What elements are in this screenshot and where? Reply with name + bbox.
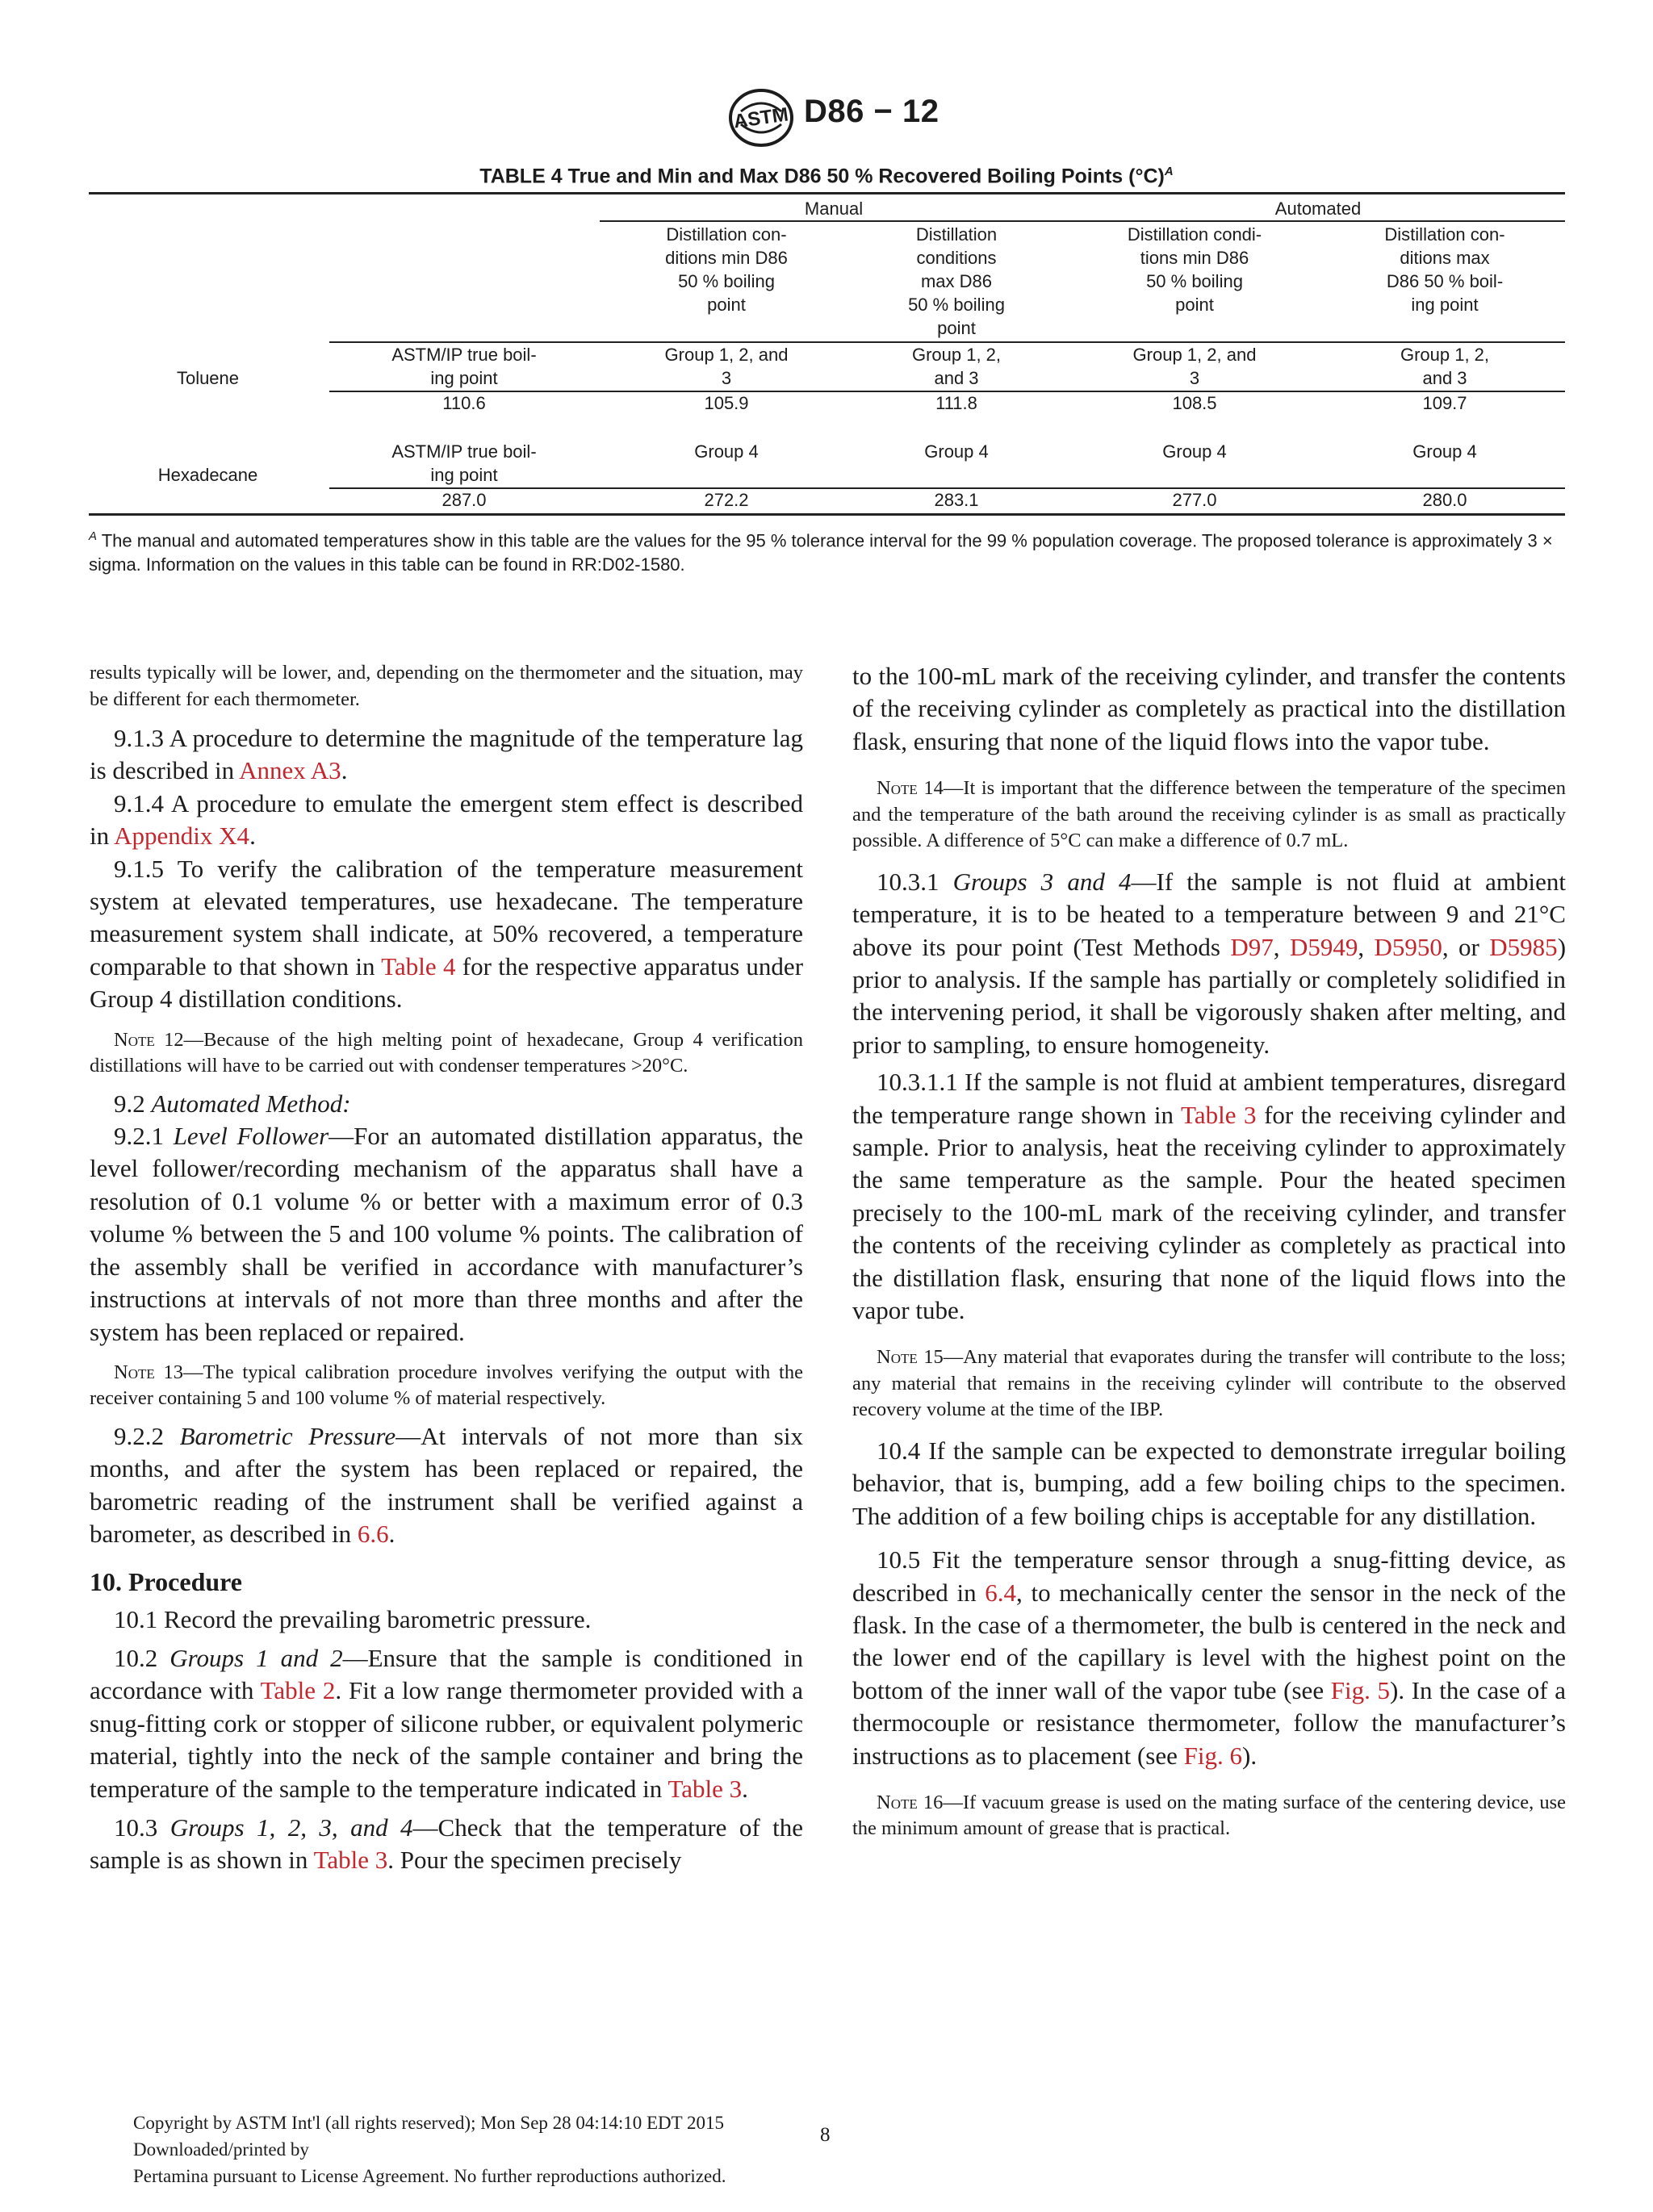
group-cell: Group 4 xyxy=(924,441,989,462)
link-table-3[interactable]: Table 3 xyxy=(667,1774,743,1803)
table-caption-footnote-mark: A xyxy=(1164,165,1174,178)
group-manual-header: Manual xyxy=(804,199,864,219)
group-cell: Group 1, 2, and 3 xyxy=(1400,345,1490,388)
column-header: Distillation con- ditions min D86 50 % boiling point xyxy=(665,224,788,315)
paragraph-10-1: 10.1 Record the prevailing barometric pressure. xyxy=(114,1604,592,1633)
link-d5950[interactable]: D5950 xyxy=(1374,932,1442,961)
column-header: Distillation conditions max D86 50 % boiling point xyxy=(908,224,1005,338)
paragraph-9-2-1: 9.2.1 Level Follower—For an automated distillation apparatus, the level follower/recording mechanism of the apparatus shall have a resolution of 0.1 volume % or better with a maximum error of 0.3 volume % between the 5 and 100 volume % points. The calibration of the assembly shall be verified in accordance with manufacturer’s instructions at intervals of not more than three months and after the system has been replaced or repaired. xyxy=(90,1122,804,1346)
group-cell: Group 4 xyxy=(1412,441,1477,462)
footer-line: Downloaded/printed by xyxy=(133,2139,309,2160)
group-cell: Group 1, 2, and 3 xyxy=(1132,345,1257,388)
value-cell: 272.2 xyxy=(704,490,749,510)
note-14: Note 14—It is important that the difference between the temperature of the specimen and the temperature of the bath around the receiving cylinder is as small as practically possible. A difference of 5°C can make a difference of 0.7 mL. xyxy=(852,777,1566,852)
link-table-4[interactable]: Table 4 xyxy=(381,951,456,981)
table-footnote xyxy=(89,525,1566,577)
paragraph-10-4: 10.4 If the sample can be expected to demonstrate irregular boiling behavior, that is, bumping, add a few boiling chips to the specimen. The addition of a few boiling chips is acceptable for any distillation. xyxy=(852,1436,1566,1530)
link-appendix-x4[interactable]: Appendix X4 xyxy=(114,822,250,851)
table-bottom-rule xyxy=(89,513,1565,516)
paragraph-9-2: 9.2 Automated Method: xyxy=(114,1089,351,1118)
row-true-label: ASTM/IP true boil- ing point xyxy=(391,441,537,485)
section-heading-procedure: 10. Procedure xyxy=(90,1566,242,1596)
paragraph-10-3-1: 10.3.1 Groups 3 and 4—If the sample is not fluid at ambient temperature, it is to be heated to a temperature between 9 and 21°C above its pour point (Test Methods D97, D5949, D5950, or D5985) prior to analysis. If the sample has partially or completely solidified in the intervening period, it shall be vigorously shaken after melting, and prior to sampling, to ensure homogeneity. xyxy=(852,867,1567,1059)
group-cell: Group 4 xyxy=(694,441,759,462)
paragraph-10-5: 10.5 Fit the temperature sensor through a snug-fitting device, as described in 6.4, to mechanically center the sensor in the neck of the flask. In the case of a thermometer, the bulb is centered in the neck and the lower end of the capillary is level with the highest point on the bottom of the inner wall of the vapor tube (see Fig. 5). In the case of a thermocouple or resistance thermometer, follow the manufacturer’s instructions as to placement (see Fig. 6). xyxy=(852,1545,1566,1770)
paragraph-9-2-2: 9.2.2 Barometric Pressure—At intervals of not more than six months, and after the system has been replaced or repaired, the barometric reading of the instrument shall be verified against a barometer, as described in 6.6. xyxy=(90,1421,803,1549)
paragraph-10-3-1-1: 10.3.1.1 If the sample is not fluid at ambient temperatures, disregard the temperature range shown in Table 3 for the receiving cylinder and sample. Prior to analysis, heat the receiving cylinder to approximately the same temperature as the sample. Pour the heated specimen precisely to the 100-mL mark of the receiving cylinder, and transfer the contents of the receiving cylinder as completely as practical into the distillation flask, ensuring that none of the liquid flows into the vapor tube. xyxy=(852,1068,1566,1324)
table-caption-text: TABLE 4 True and Min and Max D86 50 % Recovered Boiling Points (°C) xyxy=(479,165,1165,188)
group-cell: Group 1, 2, and 3 xyxy=(911,345,1002,388)
link-6-6[interactable]: 6.6 xyxy=(357,1520,389,1549)
value-cell: 287.0 xyxy=(441,490,487,510)
standard-designation: D86 − 12 xyxy=(804,94,939,129)
value-cell: 108.5 xyxy=(1172,393,1217,413)
link-fig-5[interactable]: Fig. 5 xyxy=(1330,1675,1390,1704)
table-group-rule xyxy=(600,220,1565,222)
value-cell: 283.1 xyxy=(934,490,979,510)
group-cell: Group 4 xyxy=(1162,441,1227,462)
paragraph-9-1-4: 9.1.4 A procedure to emulate the emergent stem effect is described in Appendix X4. xyxy=(90,788,803,851)
paragraph-10-2: 10.2 Groups 1 and 2—Ensure that the sample is conditioned in accordance with Table 2. Fit a low range thermometer provided with a snug-fitting cork or stopper of silicone rubber, or equivalent polymeric material, tightly into the neck of the sample container and bring the temperature of the sample to the temperature indicated in Table 3. xyxy=(90,1643,803,1803)
column-header: Distillation con- ditions max D86 50 % boil- ing point xyxy=(1384,224,1505,315)
group-automated-header: Automated xyxy=(1274,199,1362,219)
note-16: Note 16—If vacuum grease is used on the mating surface of the centering device, use the minimum amount of grease that is practical. xyxy=(852,1791,1566,1840)
value-cell: 111.8 xyxy=(935,393,977,413)
note-13: Note 13—The typical calibration procedure involves verifying the output with the receiver containing 5 and 100 volume % of material respectively. xyxy=(90,1361,803,1410)
link-d5985[interactable]: D5985 xyxy=(1489,932,1558,961)
value-cell: 109.7 xyxy=(1422,393,1467,413)
link-table-2[interactable]: Table 2 xyxy=(260,1676,336,1705)
table-top-rule xyxy=(89,192,1565,194)
link-d97[interactable]: D97 xyxy=(1230,932,1274,961)
left-column xyxy=(90,660,803,1877)
footnote-mark: A xyxy=(89,529,98,543)
paragraph-continuation: results typically will be lower, and, depending on the thermometer and the situation, may be different for each thermometer. xyxy=(90,662,803,710)
link-table-3[interactable]: Table 3 xyxy=(313,1846,388,1875)
link-annex-a3[interactable]: Annex A3 xyxy=(239,756,341,785)
paragraph-9-1-5: 9.1.5 To verify the calibration of the temperature measurement system at elevated temperatures, use hexadecane. The temperature measurement system shall indicate, at 50% recovered, a temperature comparable to that shown in Table 4 for the respective apparatus under Group 4 distillation conditions. xyxy=(90,854,804,1014)
link-table-3[interactable]: Table 3 xyxy=(1181,1100,1257,1129)
group-cell: Group 1, 2, and 3 xyxy=(664,345,789,388)
footer-line: Pertamina pursuant to License Agreement. No further reproductions authorized. xyxy=(133,2166,726,2186)
row-substance-toluene: Toluene xyxy=(176,368,240,388)
page-number: 8 xyxy=(820,2124,831,2146)
right-column xyxy=(852,660,1566,1842)
value-cell: 110.6 xyxy=(442,393,486,413)
value-cell: 280.0 xyxy=(1422,490,1467,510)
note-12: Note 12—Because of the high melting point of hexadecane, Group 4 verification distillations will have to be carried out with condenser temperatures >20°C. xyxy=(90,1028,803,1077)
value-cell: 105.9 xyxy=(704,393,749,413)
row-true-label: ASTM/IP true boil- ing point xyxy=(391,345,537,388)
copyright-footer xyxy=(133,2110,726,2189)
link-fig-6[interactable]: Fig. 6 xyxy=(1183,1741,1242,1770)
table-4 xyxy=(0,0,1653,575)
paragraph-10-3-continued: to the 100-mL mark of the receiving cylinder, and transfer the contents of the receiving cylinder as completely as practical into the distillation flask, ensuring that none of the liquid flows into the vapor tube. xyxy=(852,662,1566,755)
paragraph-10-3: 10.3 Groups 1, 2, 3, and 4—Check that the temperature of the sample is as shown in Table 3. Pour the specimen precisely xyxy=(90,1813,804,1875)
row-substance-hexadecane: Hexadecane xyxy=(157,465,258,485)
footer-line: Copyright by ASTM Int'l (all rights reserved); Mon Sep 28 04:14:10 EDT 2015 xyxy=(133,2113,725,2133)
value-cell: 277.0 xyxy=(1172,490,1217,510)
note-15: Note 15—Any material that evaporates during the transfer will contribute to the loss; any material that remains in the receiving cylinder will contribute to the observed recovery volume at the time of the IBP. xyxy=(852,1346,1566,1421)
paragraph-9-1-3: 9.1.3 A procedure to determine the magnitude of the temperature lag is described in Annex A3. xyxy=(90,724,803,785)
column-header: Distillation condi- tions min D86 50 % boiling point xyxy=(1127,224,1262,315)
footnote-text: The manual and automated temperatures show in this table are the values for the 95 % tolerance interval for the 99 % population coverage. The proposed tolerance is approximately 3 × sigma. Information on the values in this table can be found in RR:D02-1580. xyxy=(89,530,1553,575)
link-d5949[interactable]: D5949 xyxy=(1289,932,1358,961)
svg-text:ASTM: ASTM xyxy=(732,103,790,133)
link-6-4[interactable]: 6.4 xyxy=(985,1578,1017,1607)
